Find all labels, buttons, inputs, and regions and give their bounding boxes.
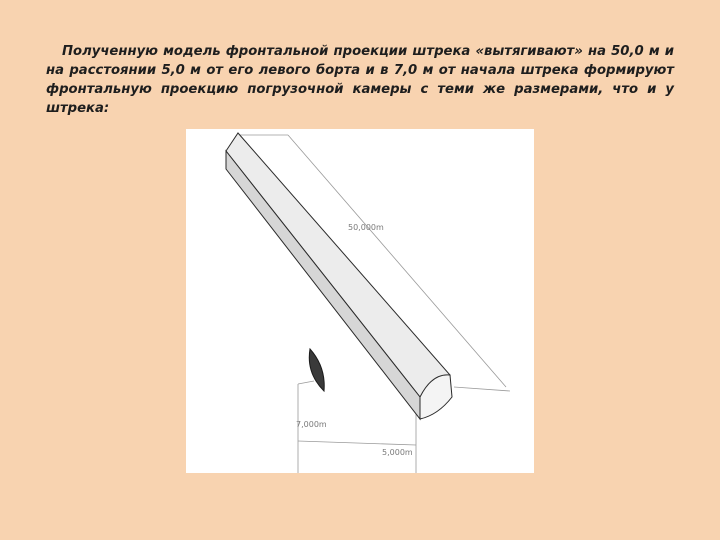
offset-start-dimension-label: 7,000m (296, 420, 327, 429)
chamber-projection (309, 349, 324, 391)
extension-line-offset-a (298, 381, 314, 384)
model-figure (186, 129, 534, 473)
dimension-line-offset-side (298, 441, 416, 445)
tunnel-model (226, 133, 452, 419)
length-dimension-label: 50,000m (348, 223, 384, 232)
tunnel-top-face (226, 133, 450, 397)
model-drawing (186, 129, 534, 473)
extension-line-bottom (454, 387, 510, 391)
offset-side-dimension-label: 5,000m (382, 448, 413, 457)
description-paragraph: Полученную модель фронтальной проекции штрека «вытягивают» на 50,0 м и на расстоянии 5,0 м от его левого борта и в 7,0 м от начала штрека формируют фронтальную проекцию погрузочной камеры с теми же размерами, что и у штрека: (46, 44, 674, 116)
